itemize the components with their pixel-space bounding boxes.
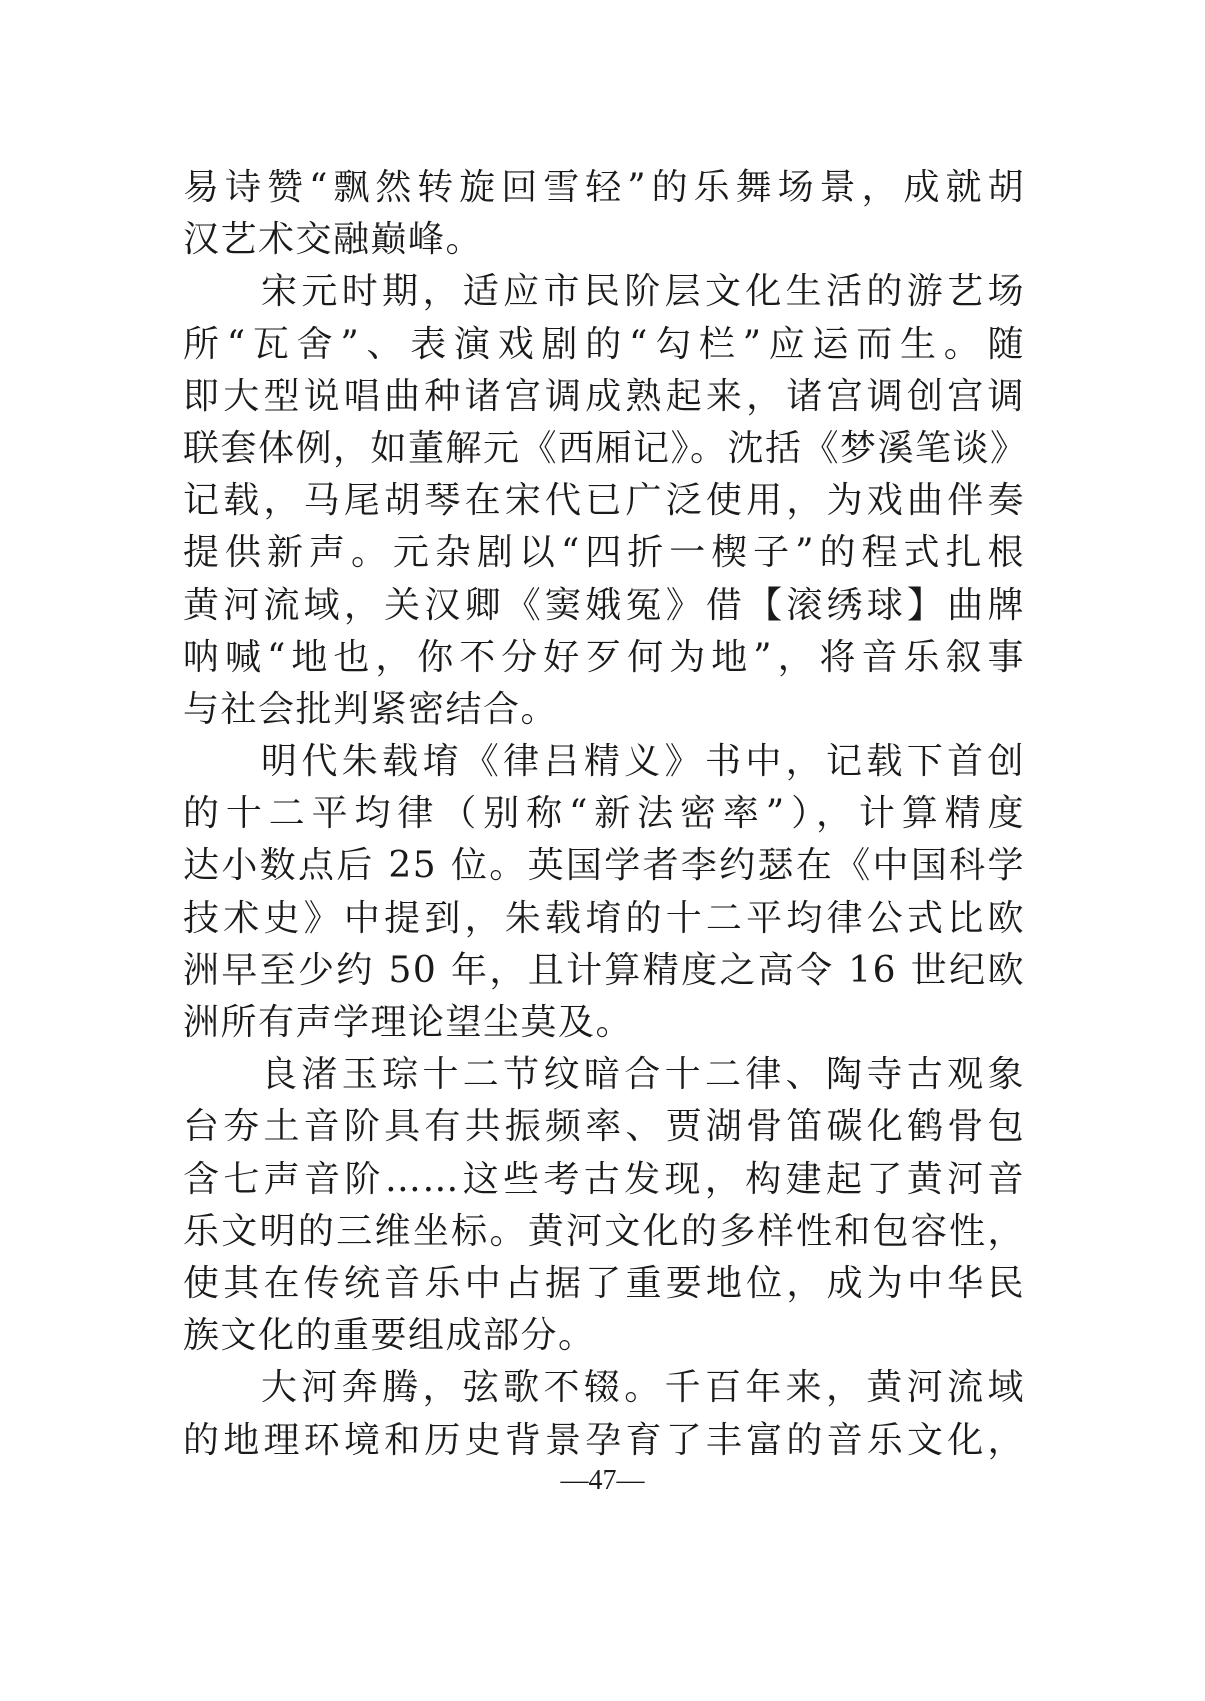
text-line: 明代朱载堉《律吕精义》书中，记载下首创 <box>261 741 1025 783</box>
text-line: 黄河流域，关汉卿《窦娥冤》借【滚绣球】曲牌 <box>183 584 1025 626</box>
text-line: 易诗赞“飘然转旋回雪轻”的乐舞场景，成就胡 <box>183 167 1025 208</box>
text-line: 所“瓦舍”、表演戏剧的“勾栏”应运而生。随 <box>183 323 1025 365</box>
text-line: 联套体例，如董解元《西厢记》。沈括《梦溪笔谈》 <box>183 427 1028 469</box>
text-line: 汉艺术交融巅峰。 <box>183 219 484 261</box>
text-line: 提供新声。元杂剧以“四折一楔子”的程式扎根 <box>183 532 1025 574</box>
text-line: 乐文明的三维坐标。黄河文化的多样性和包容性， <box>183 1210 1025 1252</box>
text-line: 良渚玉琮十二节纹暗合十二律、陶寺古观象 <box>261 1054 1025 1096</box>
text-line: 台夯土音阶具有共振频率、贾湖骨笛碳化鹤骨包 <box>183 1106 1025 1148</box>
text-line: 即大型说唱曲种诸宫调成熟起来，诸宫调创宫调 <box>183 375 1025 417</box>
text-line: 与社会批判紧密结合。 <box>183 688 559 730</box>
text-line: 技术史》中提到，朱载堉的十二平均律公式比欧 <box>183 897 1025 939</box>
page-number: —47— <box>560 1465 645 1496</box>
text-line: 使其在传统音乐中占据了重要地位，成为中华民 <box>183 1262 1025 1304</box>
text-line: 宋元时期，适应市民阶层文化生活的游艺场 <box>261 271 1025 313</box>
text-line: 达小数点后 25 位。英国学者李约瑟在《中国科学 <box>183 845 1025 887</box>
text-line: 的十二平均律（别称“新法密率”），计算精度 <box>183 793 1025 835</box>
text-line: 记载，马尾胡琴在宋代已广泛使用，为戏曲伴奏 <box>183 480 1025 522</box>
text-line: 洲所有声学理论望尘莫及。 <box>183 1002 634 1043</box>
text-line: 洲早至少约 50 年，且计算精度之高令 16 世纪欧 <box>183 949 1025 991</box>
text-line: 含七声音阶……这些考古发现，构建起了黄河音 <box>183 1158 1025 1200</box>
text-line: 大河奔腾，弦歌不辍。千百年来，黄河流域 <box>261 1367 1025 1409</box>
body-text <box>183 162 1028 1467</box>
text-line: 呐喊“地也，你不分好歹何为地”，将音乐叙事 <box>183 636 1025 678</box>
text-line: 族文化的重要组成部分。 <box>183 1315 596 1357</box>
text-line: 的地理环境和历史背景孕育了丰富的音乐文化， <box>183 1419 1025 1461</box>
